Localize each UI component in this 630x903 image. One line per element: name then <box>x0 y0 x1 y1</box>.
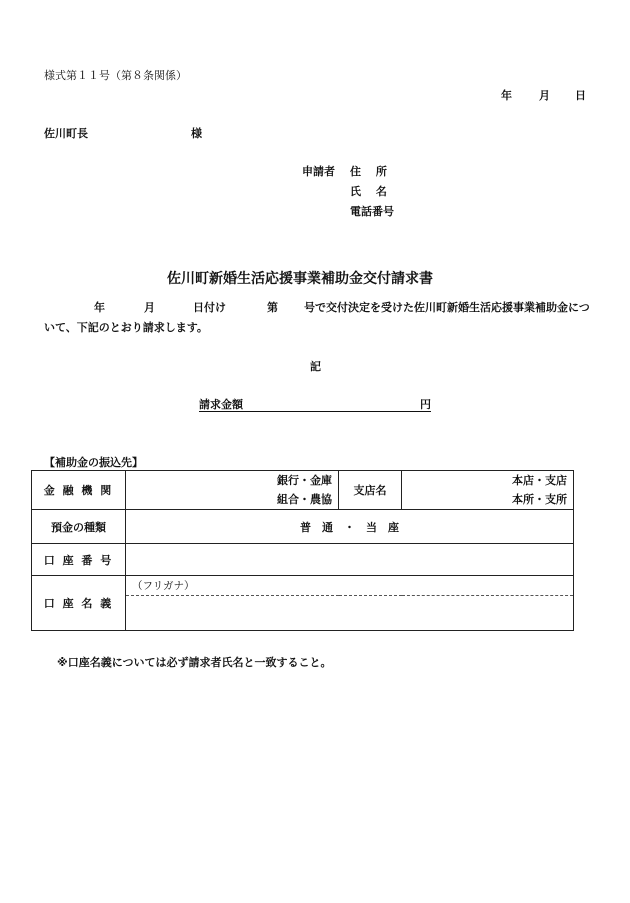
ki-label: 記 <box>310 360 321 373</box>
applicant-label: 申請者 <box>302 165 335 178</box>
account-name-note: ※口座名義については必ず請求者氏名と一致すること。 <box>57 656 332 669</box>
branch-field[interactable] <box>402 471 574 510</box>
bank-section-title: 【補助金の振込先】 <box>44 456 143 469</box>
date-day-label: 日 <box>575 89 586 102</box>
bank-account-table <box>31 470 574 631</box>
deposit-type-row <box>32 510 574 544</box>
date-month-label: 月 <box>539 89 550 102</box>
institution-option-union: 組合・農協 <box>277 493 332 506</box>
amount-unit: 円 <box>420 398 431 411</box>
applicant-address-label: 住 所 <box>350 165 387 178</box>
branch-option-office: 本所・支所 <box>512 493 567 506</box>
account-name-label: 口 座 名 義 <box>32 576 126 631</box>
account-name-field[interactable] <box>126 596 574 631</box>
body-year: 年 <box>94 301 105 314</box>
furigana-label: （フリガナ） <box>132 580 195 592</box>
addressee-honorific: 様 <box>191 127 202 140</box>
addressee-name: 佐川町長 <box>44 127 88 140</box>
deposit-type-value[interactable]: 普 通 ・ 当 座 <box>126 510 574 544</box>
branch-label: 支店名 <box>339 471 402 510</box>
body-line2: いて、下記のとおり請求します。 <box>44 321 208 334</box>
date-year-label: 年 <box>501 89 512 102</box>
institution-field[interactable] <box>126 471 339 510</box>
body-month: 月 <box>144 301 155 314</box>
body-number-prefix: 第 <box>267 301 278 314</box>
deposit-type-label: 預金の種類 <box>32 510 126 544</box>
account-number-row <box>32 544 574 576</box>
amount-line <box>199 396 431 412</box>
branch-option-store: 本店・支店 <box>512 474 567 487</box>
applicant-phone-label: 電話番号 <box>350 205 394 218</box>
body-line1-rest: 号で交付決定を受けた佐川町新婚生活応援事業補助金につ <box>304 301 590 314</box>
account-number-field[interactable] <box>126 544 574 576</box>
applicant-name-label: 氏 名 <box>350 185 387 198</box>
body-date-suffix: 日付け <box>193 301 226 314</box>
institution-row <box>32 471 574 510</box>
document-title: 佐川町新婚生活応援事業補助金交付請求書 <box>167 271 433 287</box>
amount-label: 請求金額 <box>199 398 243 411</box>
account-number-label: 口 座 番 号 <box>32 544 126 576</box>
institution-option-bank: 銀行・金庫 <box>277 474 332 487</box>
furigana-field[interactable] <box>126 576 574 596</box>
furigana-row <box>32 576 574 596</box>
form-number: 様式第１１号（第８条関係） <box>44 69 187 82</box>
institution-label: 金 融 機 関 <box>32 471 126 510</box>
